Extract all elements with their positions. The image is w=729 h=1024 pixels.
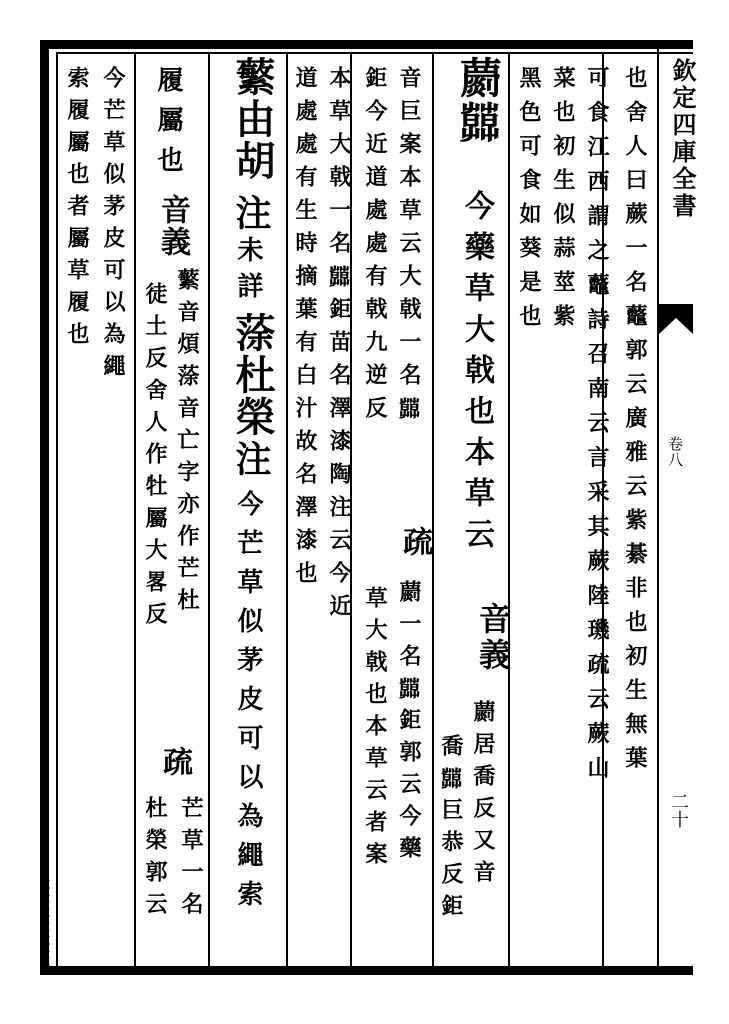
shu-label: 疏	[397, 526, 432, 558]
yinyi-label: 音義	[155, 194, 190, 258]
text-column: 蘩音煩蒤音亡字亦作芒杜	[174, 268, 200, 620]
text-column: 蘮居喬反又音	[470, 700, 496, 892]
column-rule	[508, 52, 510, 970]
text-column: 今芒草似茅皮可以為繩	[100, 66, 126, 386]
text-column: 黑色可食如葵是也	[516, 66, 542, 338]
text-column: 本草大戟一名𦿑鉅苗名澤漆陶注云今近	[326, 66, 352, 627]
text-column: 菜也初生似蒜莖紫	[550, 66, 576, 338]
text-column: 芒草一名	[178, 796, 204, 924]
gutter-page-number: 二十	[668, 792, 689, 828]
text-column: 可食江西謂之虌詩召南云言采其蕨陸璣疏云蕨山	[584, 66, 610, 791]
column-rule	[432, 52, 434, 970]
text-column: 音巨案本草云大戟一名𦿑	[396, 66, 422, 429]
text-column: 也舍人曰蕨一名虌郭云廣雅云紫綦非也初生無葉	[622, 66, 648, 780]
text-column: 蘮一名𦿑鉅郭云今藥	[396, 580, 422, 868]
scan-artifact	[40, 880, 50, 970]
text-column: 草大戟也本草云者案	[362, 586, 388, 874]
text-column: 索履屬也者屬草履也	[64, 66, 90, 354]
text-column: 未詳	[233, 236, 263, 308]
text-column: 履屬也	[153, 66, 183, 186]
shu-label: 疏	[157, 746, 192, 778]
text-column: 道處處有生時摘葉有白汁故名澤漆也	[292, 66, 318, 594]
text-column: 徒土反舍人作牡屬大畧反	[142, 282, 168, 634]
zhu-label: 注	[230, 194, 272, 232]
column-rule	[134, 52, 136, 970]
text-column: 今藥草大戟也本草云	[459, 190, 494, 559]
yinyi-label: 音義	[474, 602, 512, 674]
text-column: 喬𦿑巨恭反鉅	[438, 734, 464, 926]
entry-heading: 蒤杜榮	[229, 312, 276, 438]
zhu-label: 注	[230, 440, 272, 478]
gutter-volume: 卷八	[666, 436, 684, 468]
gutter-book-title: 欽定四庫全書	[668, 58, 697, 220]
column-rule	[208, 52, 210, 970]
entry-heading: 蘮𦿑	[454, 56, 503, 144]
fish-tail-mark	[659, 300, 693, 338]
text-column: 鉅今近道處處有戟九逆反	[362, 66, 388, 429]
text-column: 今芒草似茅皮可以為繩索	[233, 490, 263, 919]
column-rule	[286, 52, 288, 970]
entry-heading: 蘩由胡	[229, 56, 276, 182]
text-column: 杜榮郭云	[142, 796, 168, 924]
